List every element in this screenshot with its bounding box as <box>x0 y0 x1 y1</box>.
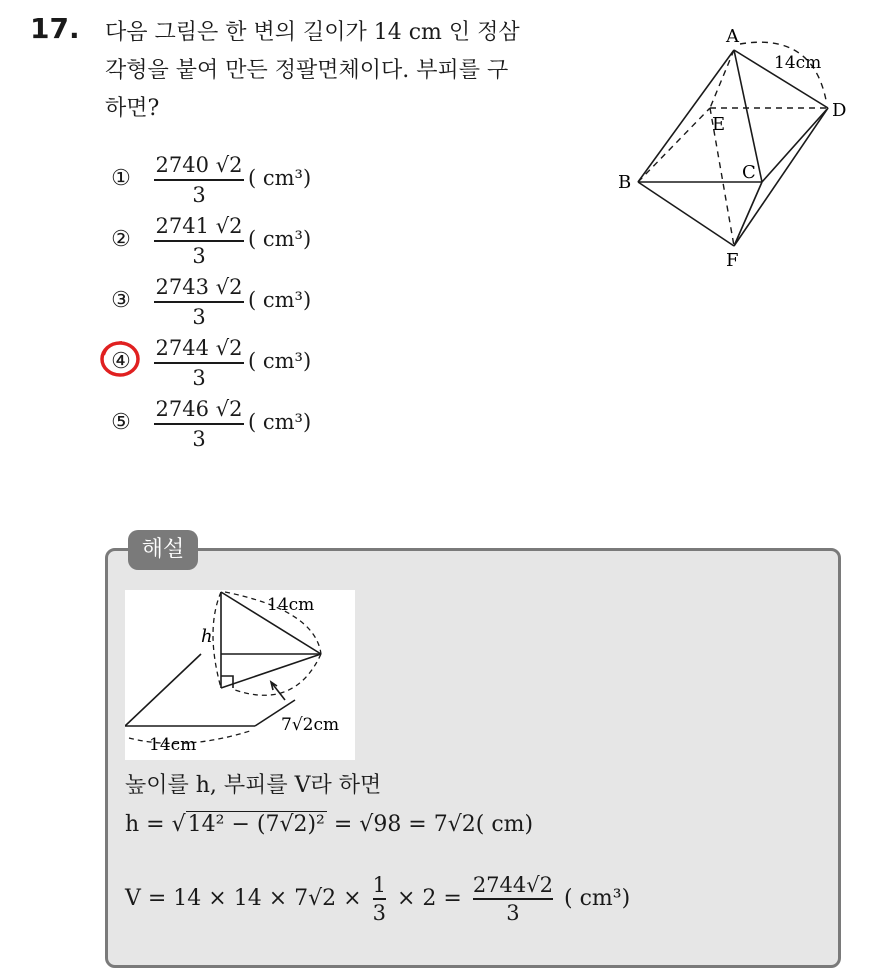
choice-1-fraction: 2740 √2 3 <box>155 153 243 207</box>
choice-4-mark: ④ <box>111 349 131 374</box>
solution-half-diagonal-label: 7√2cm <box>281 715 340 735</box>
solution-tag: 해설 <box>128 530 198 570</box>
vertex-b-label: B <box>618 172 632 193</box>
choice-5-mark: ⑤ <box>111 410 131 435</box>
solution-line-2: h = √14² − (7√2)² = √98 = 7√2( cm) <box>125 812 534 837</box>
choice-5-fraction: 2746 √2 3 <box>155 397 243 451</box>
solution-line-3: V = 14 × 14 × 7√2 × $\frac{1}{3}$ × 2 = $\frac{2744√2}{3}$ ( cm³) <box>125 873 631 925</box>
choice-4-fraction: 2744 √2 3 <box>155 336 243 390</box>
solution-diagram <box>125 590 355 760</box>
question-number: 17. <box>30 12 80 45</box>
choice-4-unit: ( cm³) <box>248 349 312 373</box>
choice-5-unit: ( cm³) <box>248 410 312 434</box>
solution-height-label: h <box>201 626 213 647</box>
edge-length-label: 14cm <box>774 53 822 73</box>
octahedron-diagram <box>612 18 852 273</box>
question-line-3: 하면? <box>105 96 160 121</box>
choice-2-fraction: 2741 √2 3 <box>155 214 243 268</box>
solution-line-1: 높이를 h, 부피를 V라 하면 <box>125 773 382 798</box>
choice-2-mark: ② <box>111 227 131 252</box>
choice-4[interactable] <box>108 335 368 395</box>
vertex-c-label: C <box>742 162 756 183</box>
choice-3-mark: ③ <box>111 288 131 313</box>
choice-3-unit: ( cm³) <box>248 288 312 312</box>
vertex-d-label: D <box>832 100 847 121</box>
vertex-a-label: A <box>726 26 739 47</box>
vertex-f-label: F <box>726 250 739 271</box>
question-text <box>105 14 595 128</box>
choice-3-fraction: 2743 √2 3 <box>155 275 243 329</box>
question-line-2: 각형을 붙여 만든 정팔면체이다. 부피를 구 <box>105 58 509 83</box>
vertex-e-label: E <box>712 114 726 135</box>
choice-5[interactable] <box>108 396 368 456</box>
choice-2-unit: ( cm³) <box>248 227 312 251</box>
solution-base-label: 14cm <box>149 735 197 755</box>
solution-edge-label: 14cm <box>267 595 315 615</box>
choice-1-mark: ① <box>111 166 131 191</box>
choice-2[interactable] <box>108 213 368 273</box>
choice-1[interactable] <box>108 152 368 212</box>
question-line-1: 다음 그림은 한 변의 길이가 14 cm 인 정삼 <box>105 20 520 45</box>
choice-3[interactable] <box>108 274 368 334</box>
choice-1-unit: ( cm³) <box>248 166 312 190</box>
